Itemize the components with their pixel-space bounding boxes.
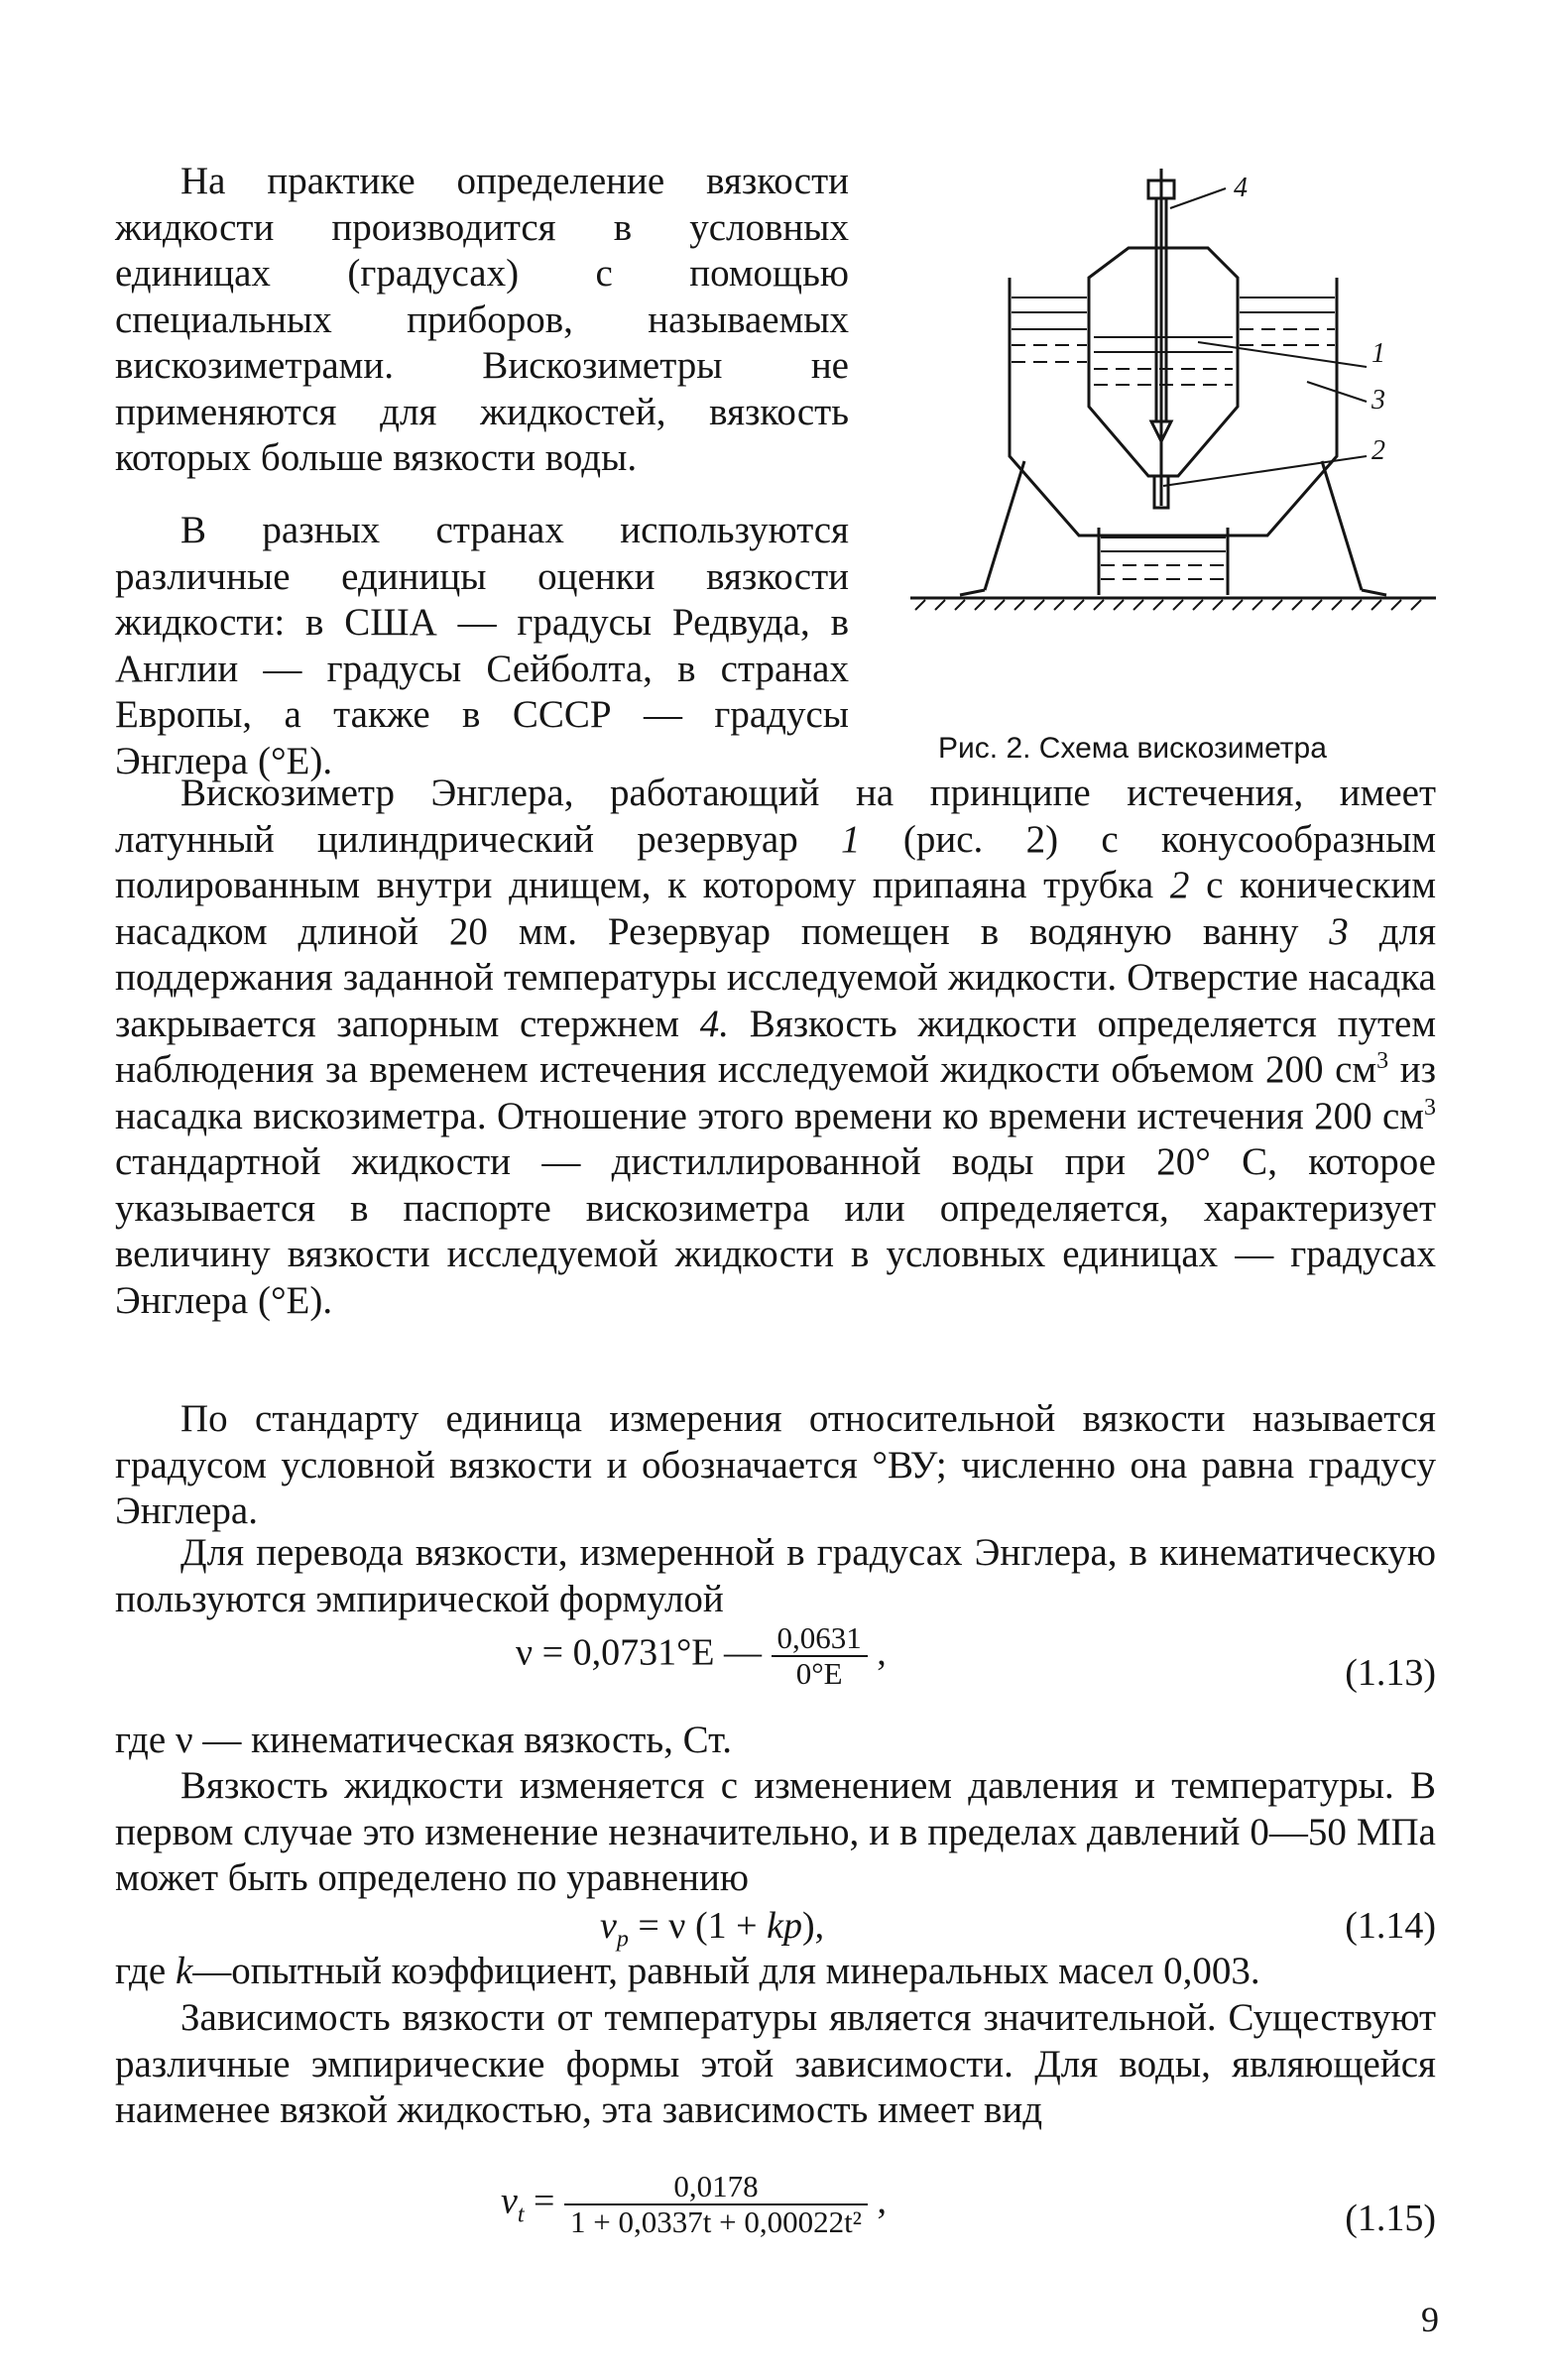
label-2: 2	[1371, 435, 1385, 466]
eq113-denominator: 0°Е	[772, 1655, 868, 1691]
ground-hatching	[915, 600, 1421, 610]
paragraph-where-k	[115, 1949, 1436, 1995]
ref-1: 1	[841, 817, 861, 861]
eq115-denominator: 1 + 0,0337t + 0,00022t²	[564, 2203, 868, 2239]
engler-text-d: для поддержания заданной температуры исследуемой жидкости. Отверстие насадка закрывается запорным стержнем	[115, 909, 1437, 1045]
equation-number-1-15: (1.15)	[1345, 2198, 1436, 2239]
paragraph-engler	[115, 771, 1436, 1324]
page-number: 9	[1421, 2300, 1439, 2339]
engler-text-f: из насадка вискозиметра. Отношение этого времени ко времени истечения 200 см	[115, 1048, 1437, 1137]
eq113-comma: ,	[877, 1631, 887, 1674]
eq114-nu: ν	[600, 1905, 617, 1947]
water-bath-outline	[1010, 278, 1337, 536]
eq115-comma: ,	[877, 2180, 887, 2222]
engler-text-g: стандартной жидкости — дистиллированной воды при 20° С, которое указывается в паспорте вискозиметра или определяется, характеризует величину вязкости исследуемой жидкости в условных единицах — градусах Энглера (°Е).	[115, 1140, 1436, 1322]
equation-number-1-14: (1.14)	[1345, 1905, 1436, 1947]
k-definition: —опытный коэффициент, равный для минеральных масел 0,003.	[192, 1950, 1260, 1992]
eq114-rhs: = ν (1 +	[628, 1905, 768, 1947]
paragraph-conversion: Для перевода вязкости, измеренной в градусах Энглера, в кинематическую пользуются эмпирической формулой	[115, 1531, 1436, 1620]
paragraph-intro: На практике определение вязкости жидкости производится в условных единицах (градусах) с помощью специальных приборов, называемых вискозиметрами. Вискозиметры не применяются для жидкостей, вязкость которых больше вязкости воды.	[115, 160, 849, 479]
k-symbol: k	[175, 1950, 193, 1992]
paragraph-temperature: Зависимость вязкости от температуры является значительной. Существуют различные эмпирические формы этой зависимости. Для воды, являющейся наименее вязкой жидкостью, эта зависимость имеет вид	[115, 1996, 1436, 2131]
equation-1-13	[516, 1621, 887, 1691]
leader-2	[1163, 456, 1367, 486]
label-1: 1	[1371, 338, 1385, 369]
eq113-lhs: ν = 0,0731°Е —	[516, 1631, 763, 1674]
viscometer-diagram	[910, 159, 1436, 714]
engler-text-b: (рис. 2) с конусообразным полированным внутри днищем, к которому припаяна трубка	[115, 817, 1437, 906]
leader-1	[1198, 342, 1367, 367]
equation-number-1-13: (1.13)	[1345, 1652, 1436, 1694]
eq115-equals: =	[524, 2180, 564, 2222]
reservoir-outline	[1089, 248, 1238, 476]
leader-4	[1170, 188, 1226, 208]
paragraph-standard: По стандарту единица измерения относительной вязкости называется градусом условной вязкости и обозначается °ВУ; численно она равна градусу Энглера.	[115, 1397, 1436, 1532]
figure-caption: Рис. 2. Схема вискозиметра	[938, 732, 1327, 765]
superscript-3b: 3	[1424, 1094, 1436, 1121]
eq114-kp: kp	[767, 1905, 802, 1947]
eq115-sub-t: t	[517, 2202, 525, 2228]
eq115-fraction	[564, 2170, 868, 2239]
leg-right	[1322, 461, 1362, 590]
water-hatching	[1012, 298, 1335, 385]
eq113-fraction	[772, 1621, 868, 1691]
eq115-numerator: 0,0178	[673, 2169, 759, 2203]
ref-2: 2	[1169, 864, 1190, 906]
engler-text-a: Вискозиметр Энглера, работающий на принципе истечения, имеет латунный цилиндрический резервуар	[115, 772, 1436, 861]
label-4: 4	[1234, 173, 1248, 203]
eq115-nu: ν	[501, 2180, 518, 2222]
eq114-end: ),	[801, 1905, 825, 1947]
paragraph-pressure: Вязкость жидкости изменяется с изменением давления и температуры. В первом случае это изменение незначительно, и в пределах давлений 0—50 МПа может быть определено по уравнению	[115, 1764, 1436, 1899]
eq114-sub-p: p	[616, 1926, 629, 1953]
engler-text-c: с коническим насадком длиной 20 мм. Резервуар помещен в водяную ванну	[115, 864, 1437, 953]
ref-3: 3	[1329, 909, 1349, 953]
superscript-3a: 3	[1376, 1048, 1389, 1074]
where-word: где	[115, 1950, 167, 1992]
equation-1-15	[501, 2170, 887, 2239]
paragraph-units: В разных странах используются различные единицы оценки вязкости жидкости: в США — градусы Редвуда, в Англии — градусы Сейболта, в странах Европы, а также в СССР — градусы Энглера (°Е).	[115, 509, 849, 782]
label-3: 3	[1371, 385, 1385, 416]
ref-4: 4.	[699, 1002, 729, 1045]
eq113-numerator: 0,0631	[776, 1620, 862, 1655]
engler-text-e: Вязкость жидкости определяется путем наблюдения за временем истечения исследуемой жидкости объемом 200 см	[115, 1002, 1437, 1091]
paragraph-where-nu: где ν — кинематическая вязкость, Ст.	[115, 1719, 732, 1761]
leg-left	[985, 461, 1024, 590]
